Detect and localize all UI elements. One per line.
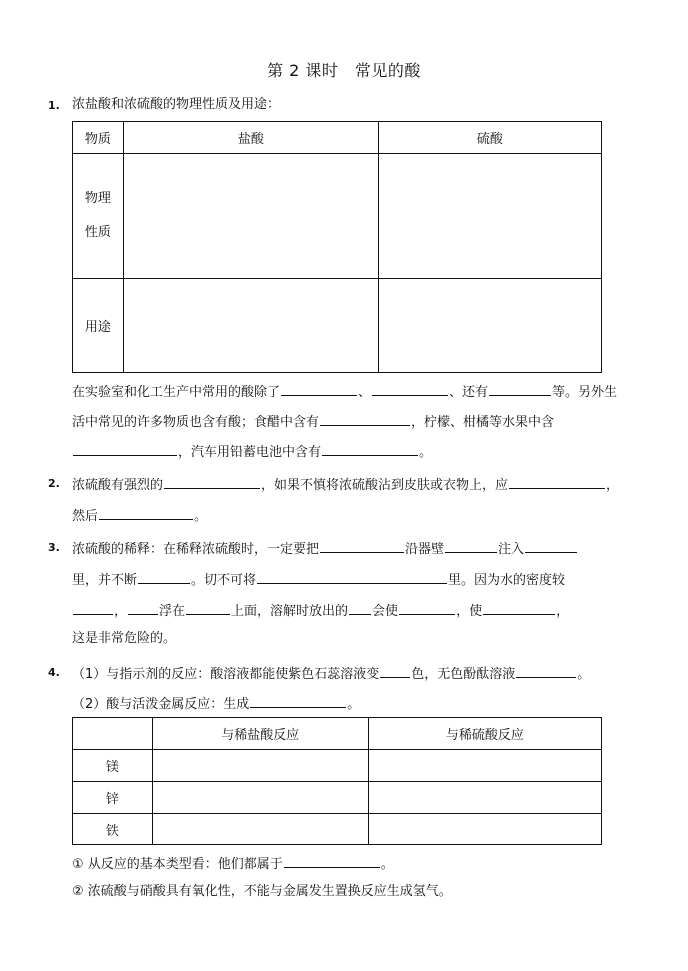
text: 色，无色酚酞溶液 — [411, 667, 516, 682]
blank-field[interactable] — [257, 569, 447, 584]
cell-zn-hcl[interactable] — [152, 782, 368, 814]
text: 。 — [577, 667, 591, 682]
text: ， — [606, 478, 620, 493]
row-label-line: 物理 — [84, 191, 111, 206]
text: 。 — [347, 697, 361, 712]
text: ，如果不慎将浓硫酸沾到皮肤或衣物上，应 — [261, 478, 509, 493]
text: 浓硫酸的稀释：在稀释浓硫酸时，一定要把 — [72, 542, 320, 557]
text: 上面，溶解时放出的 — [231, 604, 349, 619]
text: 会使 — [372, 604, 399, 619]
text: （2）酸与活泼金属反应：生成 — [72, 697, 250, 712]
text: 在实验室和化工生产中常用的酸除了 — [72, 385, 281, 400]
row-label-magnesium: 镁 — [73, 750, 153, 782]
text: 里，并不断 — [72, 573, 138, 588]
text: 浓硫酸有强烈的 — [72, 478, 164, 493]
question-2-number: 2. — [48, 477, 60, 490]
cell-h2so4-uses[interactable] — [378, 279, 601, 373]
text: ① 从反应的基本类型看：他们都属于 — [72, 857, 283, 872]
text: 。 — [194, 509, 208, 524]
blank-field[interactable] — [73, 600, 113, 615]
row-label-zinc: 锌 — [73, 782, 153, 814]
blank-field[interactable] — [186, 600, 230, 615]
blank-field[interactable] — [525, 538, 577, 553]
metal-reaction-table — [72, 717, 602, 845]
q1-text-line-2 — [72, 411, 554, 432]
blank-field[interactable] — [250, 693, 346, 708]
text: ，汽车用铅蓄电池中含有 — [178, 445, 322, 460]
text: 里。因为水的密度较 — [448, 573, 566, 588]
table-header-dilute-h2so4: 与稀硫酸反应 — [368, 718, 601, 750]
text: 、 — [358, 385, 372, 400]
blank-field[interactable] — [399, 600, 455, 615]
blank-field[interactable] — [284, 853, 380, 868]
blank-field[interactable] — [138, 569, 190, 584]
q3-text-line-1 — [72, 538, 578, 559]
blank-field[interactable] — [322, 441, 418, 456]
cell-mg-hcl[interactable] — [152, 750, 368, 782]
question-4-number: 4. — [48, 666, 60, 679]
text: ，柠檬、柑橘等水果中含 — [411, 415, 555, 430]
text: 。 — [419, 445, 433, 460]
text: 注入 — [498, 542, 525, 557]
table-header-hcl: 盐酸 — [123, 122, 378, 154]
page-title: 第 2 课时 常见的酸 — [267, 61, 421, 80]
table-header-h2so4: 硫酸 — [378, 122, 601, 154]
q1-text-line-3 — [72, 441, 432, 462]
blank-field[interactable] — [445, 538, 497, 553]
question-1-intro: 浓盐酸和浓硫酸的物理性质及用途： — [72, 97, 281, 112]
blank-field[interactable] — [73, 441, 177, 456]
q1-text-line-1 — [72, 381, 617, 402]
blank-field[interactable] — [509, 474, 605, 489]
text: 沿器壁 — [405, 542, 445, 557]
cell-mg-h2so4[interactable] — [368, 750, 601, 782]
text: ， — [114, 604, 128, 619]
text: 浮在 — [159, 604, 186, 619]
table-header-substance: 物质 — [73, 122, 124, 154]
cell-zn-h2so4[interactable] — [368, 782, 601, 814]
blank-field[interactable] — [516, 663, 576, 678]
row-label-physical-properties — [73, 154, 124, 279]
q3-text-line-3 — [72, 600, 569, 621]
blank-field[interactable] — [164, 474, 260, 489]
blank-field[interactable] — [489, 381, 551, 396]
cell-h2so4-physical[interactable] — [378, 154, 601, 279]
text: 。切不可将 — [191, 573, 257, 588]
cell-hcl-uses[interactable] — [123, 279, 378, 373]
blank-field[interactable] — [128, 600, 158, 615]
row-label-line: 性质 — [84, 225, 111, 240]
q2-text-line-1 — [72, 474, 619, 495]
cell-fe-h2so4[interactable] — [368, 814, 601, 845]
properties-table — [72, 121, 602, 373]
blank-field[interactable] — [281, 381, 357, 396]
q2-text-line-2 — [72, 505, 207, 526]
blank-field[interactable] — [483, 600, 555, 615]
blank-field[interactable] — [380, 663, 410, 678]
row-label-uses: 用途 — [73, 279, 124, 373]
question-3-number: 3. — [48, 541, 60, 554]
cell-hcl-physical[interactable] — [123, 154, 378, 279]
q4-part-1 — [72, 663, 590, 684]
blank-field[interactable] — [99, 505, 193, 520]
text: 。 — [380, 857, 394, 872]
text: 、还有 — [449, 385, 489, 400]
q4-note-2: ② 浓硫酸与硝酸具有氧化性，不能与金属发生置换反应生成氢气。 — [72, 884, 452, 899]
cell-fe-hcl[interactable] — [152, 814, 368, 845]
blank-field[interactable] — [349, 600, 371, 615]
text: 活中常见的许多物质也含有酸；食醋中含有 — [72, 415, 320, 430]
q3-text-line-2 — [72, 569, 565, 590]
q4-note-1 — [72, 853, 394, 874]
table-header-empty — [73, 718, 153, 750]
text: （1）与指示剂的反应：酸溶液都能使紫色石蕊溶液变 — [72, 667, 380, 682]
blank-field[interactable] — [320, 538, 404, 553]
blank-field[interactable] — [320, 411, 410, 426]
text: ， — [556, 604, 570, 619]
row-label-iron: 铁 — [73, 814, 153, 845]
question-1-number: 1. — [48, 99, 60, 112]
table-header-dilute-hcl: 与稀盐酸反应 — [152, 718, 368, 750]
text: ，使 — [456, 604, 483, 619]
text: 然后 — [72, 509, 99, 524]
text: 等。另外生 — [552, 385, 618, 400]
q4-part-2 — [72, 693, 360, 714]
blank-field[interactable] — [372, 381, 448, 396]
q3-text-line-4: 这是非常危险的。 — [72, 631, 177, 646]
